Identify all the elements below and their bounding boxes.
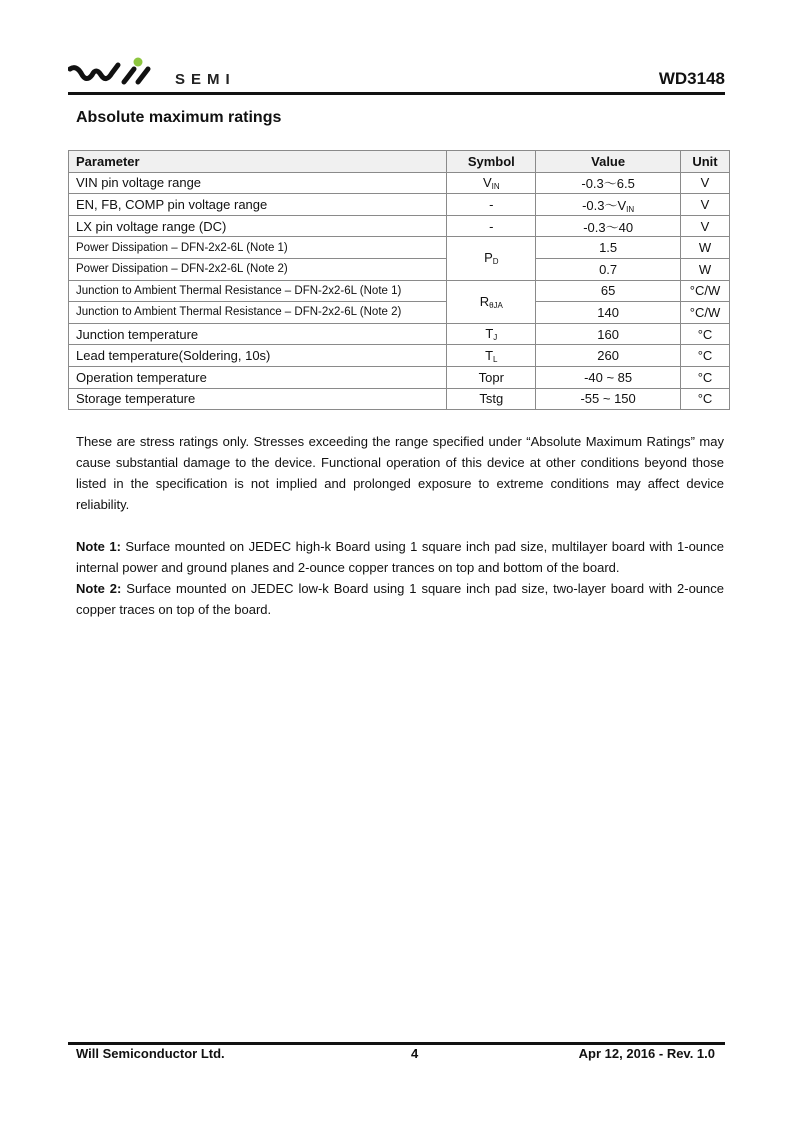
table-row <box>69 237 730 259</box>
cell-unit: V <box>680 172 729 194</box>
cell-unit: W <box>680 237 729 259</box>
symbol-subscript: θJA <box>489 300 503 310</box>
cell-parameter: LX pin voltage range (DC) <box>69 215 447 237</box>
cell-symbol <box>447 345 536 367</box>
cell-parameter: VIN pin voltage range <box>69 172 447 194</box>
cell-parameter: Junction to Ambient Thermal Resistance – DFN-2x2-6L (Note 2) <box>69 302 447 324</box>
cell-value: -0.3～6.5 <box>536 172 681 194</box>
page-header <box>68 55 725 95</box>
footer-date-revision: Apr 12, 2016 - Rev. 1.0 <box>578 1046 715 1061</box>
cell-parameter: Junction to Ambient Thermal Resistance – DFN-2x2-6L (Note 1) <box>69 280 447 302</box>
cell-parameter: Power Dissipation – DFN-2x2-6L (Note 1) <box>69 237 447 259</box>
cell-value: 260 <box>536 345 681 367</box>
document-id: WD3148 <box>658 69 725 88</box>
will-logo-icon <box>68 57 168 89</box>
cell-parameter: Storage temperature <box>69 388 447 410</box>
cell-symbol: Tstg <box>447 388 536 410</box>
cell-value: 1.5 <box>536 237 681 259</box>
cell-parameter: Lead temperature(Soldering, 10s) <box>69 345 447 367</box>
table-row <box>69 345 730 367</box>
cell-symbol: - <box>447 194 536 216</box>
footer-page-number: 4 <box>411 1046 419 1061</box>
cell-parameter: EN, FB, COMP pin voltage range <box>69 194 447 216</box>
cell-value <box>536 194 681 216</box>
value-text: -0.3～V <box>582 197 627 213</box>
cell-unit: °C <box>680 323 729 345</box>
cell-unit: W <box>680 258 729 280</box>
symbol-text: T <box>485 347 494 363</box>
cell-unit: °C/W <box>680 280 729 302</box>
header-value: Value <box>536 151 681 173</box>
symbol-text: P <box>484 250 493 266</box>
note-2-label: Note 2: <box>76 581 122 596</box>
cell-symbol <box>447 323 536 345</box>
table-header-row <box>69 151 730 173</box>
cell-symbol: Topr <box>447 366 536 388</box>
cell-unit: V <box>680 194 729 216</box>
cell-unit: °C <box>680 345 729 367</box>
stress-ratings-paragraph: These are stress ratings only. Stresses exceeding the range specified under “Absolute Maximum Ratings” may cause substantial damage to the device. Functional operation of this device at other conditions beyond those listed in the specification is not implied and prolonged exposure to extreme conditions may affect device reliability. <box>76 434 724 512</box>
cell-value: 140 <box>536 302 681 324</box>
section-title: Absolute maximum ratings <box>76 109 282 126</box>
cell-value: 65 <box>536 280 681 302</box>
footer-divider <box>68 1042 725 1045</box>
cell-parameter: Operation temperature <box>69 366 447 388</box>
cell-value: -55 ~ 150 <box>536 388 681 410</box>
cell-symbol <box>447 280 536 323</box>
cell-symbol <box>447 237 536 280</box>
table-row <box>69 258 730 280</box>
symbol-subscript: J <box>493 333 498 343</box>
symbol-text: V <box>482 174 492 190</box>
table-row <box>69 323 730 345</box>
symbol-subscript: L <box>493 354 498 364</box>
note-2 <box>76 578 724 620</box>
table-row <box>69 366 730 388</box>
cell-symbol <box>447 172 536 194</box>
header-unit: Unit <box>680 151 729 173</box>
symbol-text: T <box>485 326 494 342</box>
footer-company: Will Semiconductor Ltd. <box>76 1046 225 1061</box>
note-2-text: Surface mounted on JEDEC low-k Board using 1 square inch pad size, two-layer board with 2-ounce copper traces on top of the board. <box>76 581 724 617</box>
cell-unit: V <box>680 215 729 237</box>
symbol-text: R <box>479 293 490 309</box>
cell-parameter: Power Dissipation – DFN-2x2-6L (Note 2) <box>69 258 447 280</box>
header-parameter: Parameter <box>69 151 447 173</box>
cell-value: -0.3～40 <box>536 215 681 237</box>
cell-symbol: - <box>447 215 536 237</box>
symbol-subscript: D <box>492 257 499 267</box>
cell-value: 160 <box>536 323 681 345</box>
table-row <box>69 194 730 216</box>
table-row <box>69 215 730 237</box>
cell-value: 0.7 <box>536 258 681 280</box>
cell-parameter: Junction temperature <box>69 323 447 345</box>
note-1 <box>76 536 724 578</box>
will-semi-logo <box>68 57 253 89</box>
table-row <box>69 302 730 324</box>
absolute-maximum-ratings-table <box>68 150 730 410</box>
header-symbol: Symbol <box>447 151 536 173</box>
cell-unit: °C <box>680 388 729 410</box>
value-subscript: IN <box>626 204 635 214</box>
table-row <box>69 388 730 410</box>
cell-value: -40 ~ 85 <box>536 366 681 388</box>
symbol-subscript: IN <box>491 181 500 191</box>
cell-unit: °C <box>680 366 729 388</box>
table-row <box>69 280 730 302</box>
notes-section <box>76 536 724 620</box>
table-row <box>69 172 730 194</box>
logo-text: SEMI <box>175 71 236 88</box>
note-1-label: Note 1: <box>76 539 121 554</box>
header-divider <box>68 92 725 95</box>
note-1-text: Surface mounted on JEDEC high-k Board using 1 square inch pad size, multilayer board with 1-ounce internal power and ground planes and 2-ounce copper trances on top and bottom of the board. <box>76 539 725 575</box>
cell-unit: °C/W <box>680 302 729 324</box>
